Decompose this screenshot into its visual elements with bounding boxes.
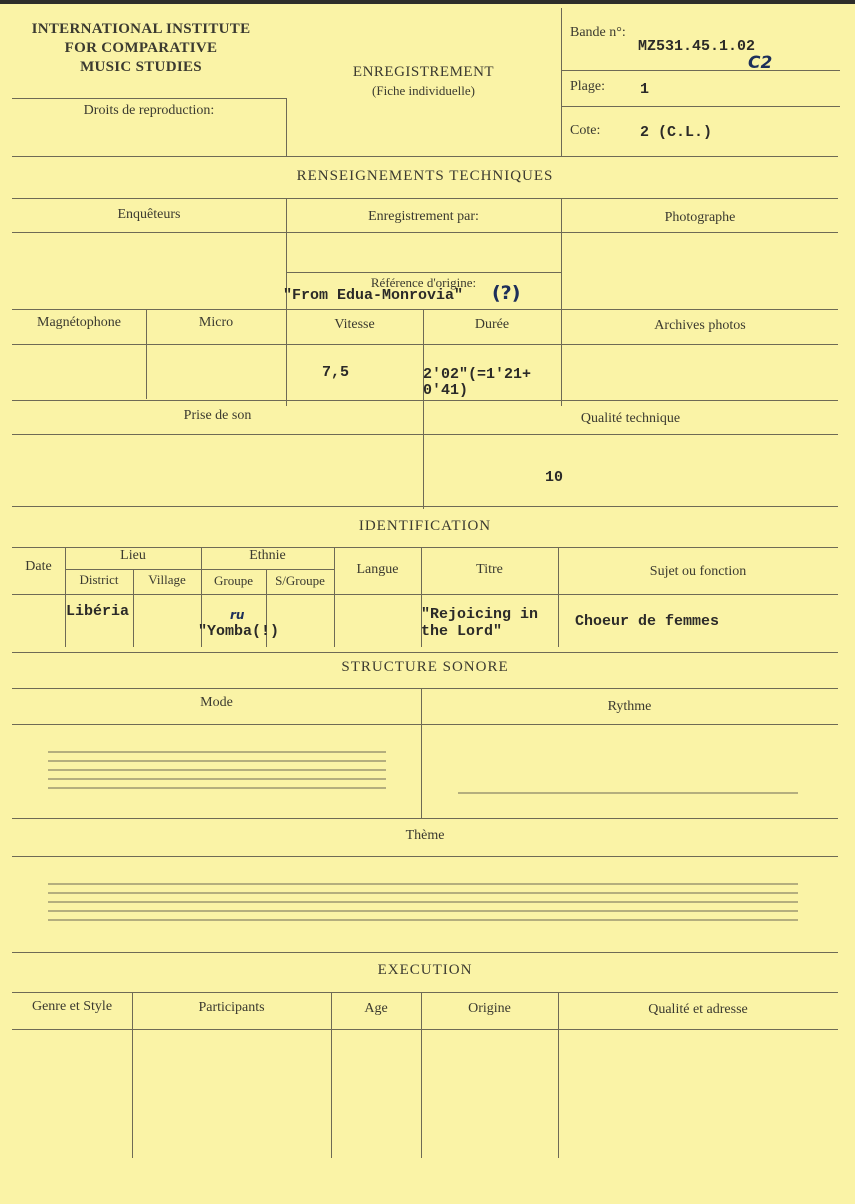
exec-section-title: EXECUTION bbox=[377, 962, 473, 978]
institute-line2: FOR COMPARATIVE bbox=[64, 40, 218, 56]
vitesse-value: 7,5 bbox=[322, 364, 350, 381]
card-title: ENREGISTREMENT bbox=[352, 64, 495, 80]
bande-handwritten: C2 bbox=[748, 53, 773, 73]
titre-label: Titre bbox=[476, 562, 503, 577]
cote-value: 2 (C.L.) bbox=[640, 124, 713, 141]
struct-section-title: STRUCTURE SONORE bbox=[341, 659, 509, 675]
bande-label: Bande n°: bbox=[570, 25, 626, 40]
micro-label: Micro bbox=[198, 315, 234, 330]
qualite-technique-label: Qualité technique bbox=[580, 411, 681, 426]
enregistrement-label: Enregistrement par: bbox=[368, 209, 479, 224]
district-label: District bbox=[79, 572, 119, 587]
bande-value: MZ531.45.1.02 bbox=[638, 38, 756, 55]
langue-label: Langue bbox=[356, 562, 399, 577]
lieu-label: Lieu bbox=[120, 548, 146, 563]
rythme-label: Rythme bbox=[607, 699, 652, 714]
vitesse-label: Vitesse bbox=[334, 317, 375, 332]
titre-value-line2: the Lord" bbox=[421, 623, 503, 640]
sujet-value: Choeur de femmes bbox=[575, 613, 720, 630]
duree-label: Durée bbox=[474, 317, 510, 332]
institute-line3: MUSIC STUDIES bbox=[80, 59, 202, 75]
participants-label: Participants bbox=[198, 1000, 265, 1015]
sujet-label: Sujet ou fonction bbox=[649, 564, 747, 579]
plage-label: Plage: bbox=[570, 79, 605, 94]
droits-label: Droits de reproduction: bbox=[83, 103, 215, 118]
district-value: Libéria bbox=[66, 603, 130, 620]
magnetophone-label: Magnétophone bbox=[37, 315, 121, 330]
qualite-adresse-label: Qualité et adresse bbox=[648, 1002, 748, 1017]
plage-value: 1 bbox=[640, 81, 650, 98]
qualite-technique-value: 10 bbox=[545, 469, 564, 486]
date-label: Date bbox=[25, 559, 52, 574]
enqueteurs-label: Enquêteurs bbox=[117, 207, 181, 222]
origine-label: Origine bbox=[468, 1001, 511, 1016]
reference-value: "From Edua-Monrovia" bbox=[283, 287, 464, 304]
duree-value-line2: 0'41) bbox=[423, 382, 469, 399]
sgroupe-label: S/Groupe bbox=[275, 573, 325, 588]
groupe-value: "Yomba(!) bbox=[198, 623, 280, 640]
reference-handwritten: (?) bbox=[492, 282, 521, 304]
cote-label: Cote: bbox=[570, 123, 601, 138]
ident-section-title: IDENTIFICATION bbox=[358, 518, 492, 534]
card-subtitle: (Fiche individuelle) bbox=[372, 83, 475, 98]
institute-line1: INTERNATIONAL INSTITUTE bbox=[31, 21, 251, 37]
titre-value-line1: "Rejoicing in bbox=[421, 606, 539, 623]
age-label: Age bbox=[364, 1001, 388, 1016]
archives-photos-label: Archives photos bbox=[654, 318, 746, 333]
tech-section-title: RENSEIGNEMENTS TECHNIQUES bbox=[296, 168, 554, 184]
mode-label: Mode bbox=[200, 695, 233, 710]
groupe-handwritten: ru bbox=[230, 608, 245, 622]
prise-de-son-label: Prise de son bbox=[183, 408, 252, 423]
village-label: Village bbox=[148, 572, 186, 587]
reference-label: Référence d'origine: bbox=[370, 275, 477, 290]
genre-style-label: Genre et Style bbox=[31, 999, 113, 1014]
groupe-label: Groupe bbox=[214, 573, 253, 588]
theme-label: Thème bbox=[405, 828, 445, 843]
duree-value-line1: 2'02"(=1'21+ bbox=[423, 366, 532, 383]
ethnie-label: Ethnie bbox=[249, 548, 286, 563]
photographe-label: Photographe bbox=[664, 210, 736, 225]
